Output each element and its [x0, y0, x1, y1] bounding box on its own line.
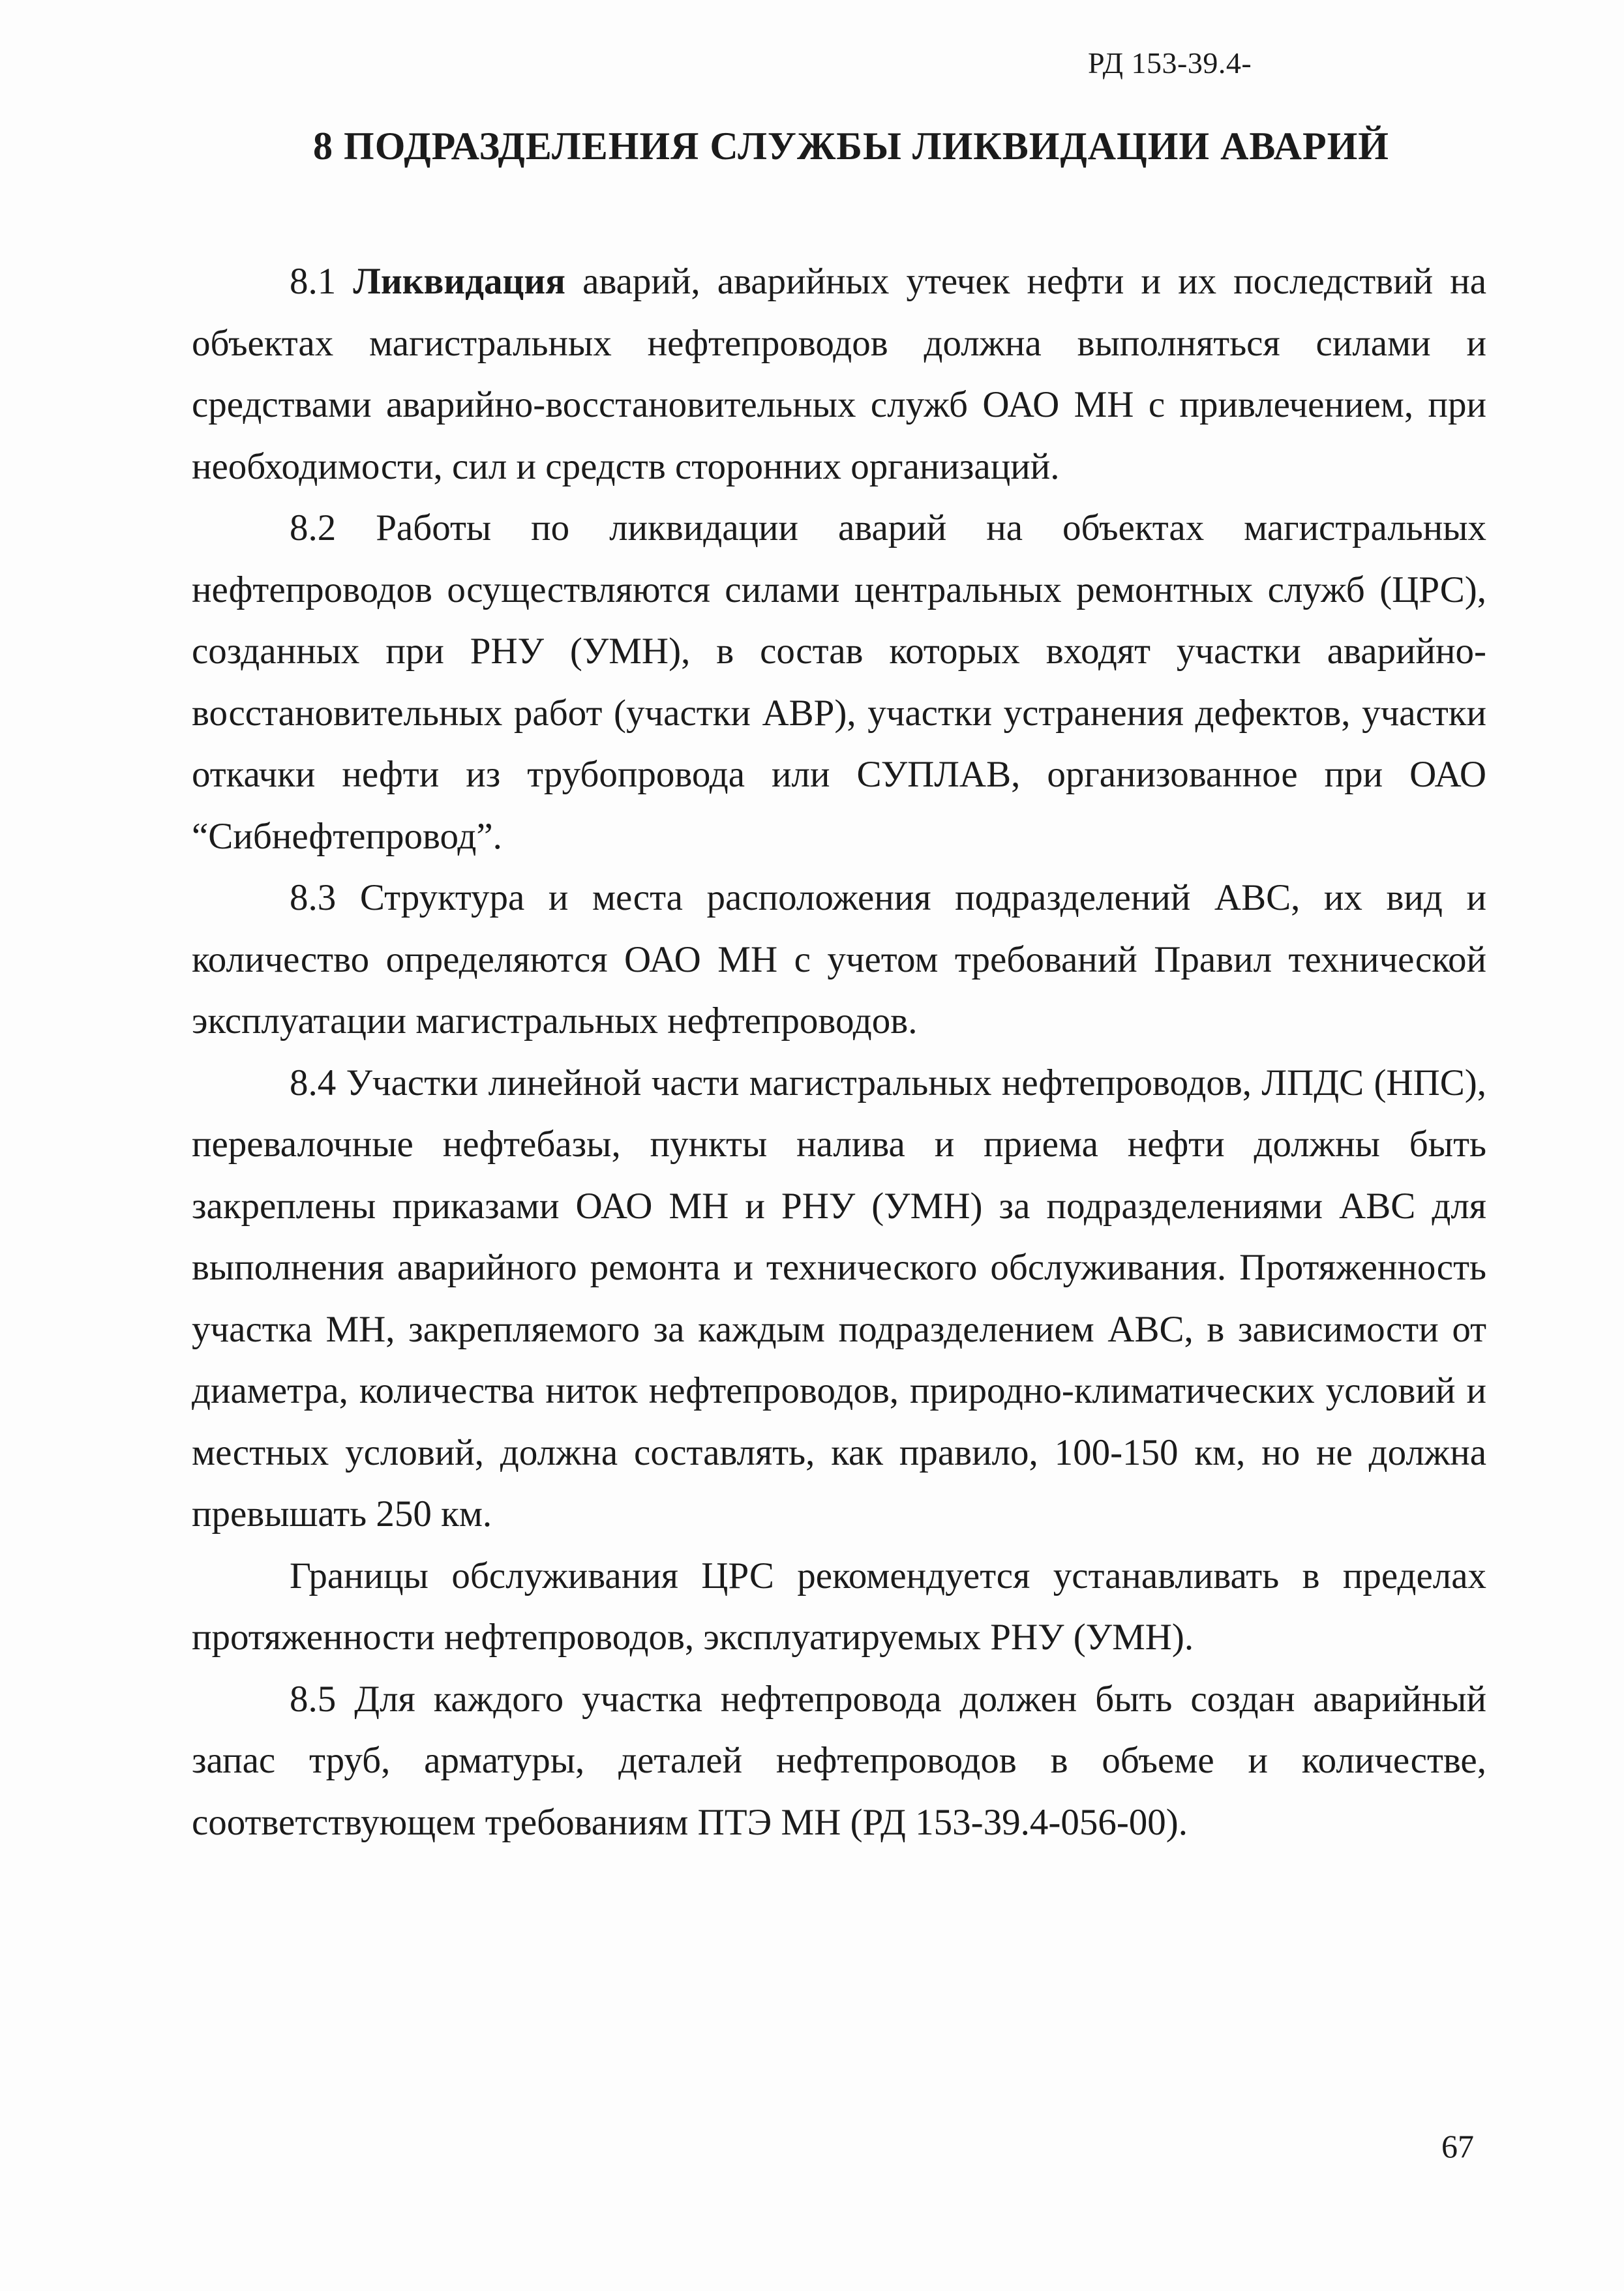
paragraph-8-4: 8.4 Участки линейной части магистральных нефтепроводов, ЛПДС (НПС), перевалочные нефтебазы, пункты налива и приема нефти должны быть закреплены приказами ОАО МН и РНУ (УМН) за подразделениями АВС для выполнения аварийного ремонта и технического обслуживания. Протяженность участка МН, закрепляемого за каждым подразделением АВС, в зависимости от диаметра, количества ниток нефтепроводов, природно-климатических условий и местных условий, должна составлять, как правило, 100-150 км, но не должна превышать 250 км. — [192, 1062, 1486, 1535]
section-title: 8 ПОДРАЗДЕЛЕНИЯ СЛУЖБЫ ЛИКВИДАЦИИ АВАРИЙ — [313, 125, 1389, 168]
paragraph-8-4-boundaries: Границы обслуживания ЦРС рекомендуется устанавливать в пределах протяженности нефтепроводов, эксплуатируемых РНУ (УМН). — [192, 1555, 1486, 1658]
document-body — [192, 251, 1486, 1853]
paragraph-8-1 — [192, 251, 1486, 498]
document-code: РД 153-39.4- — [1088, 46, 1252, 80]
paragraph-number: 8.1 — [290, 261, 337, 302]
paragraph-8-3: 8.3 Структура и места расположения подразделений АВС, их вид и количество определяются ОАО МН с учетом требований Правил технической эксплуатации магистральных нефтепроводов. — [192, 877, 1486, 1041]
paragraph-text: аварий, аварийных утечек нефти и их последствий на объектах магистральных нефтепроводов должна выполняться силами и средствами аварийно-восстановительных служб ОАО МН с привлечением, при необходимости, сил и средств сторонних организаций. — [192, 261, 1487, 487]
page-number: 67 — [1441, 2128, 1474, 2164]
paragraph-8-5: 8.5 Для каждого участка нефтепровода должен быть создан аварийный запас труб, арматуры, деталей нефтепроводов в объеме и количестве, соответствующем требованиям ПТЭ МН (РД 153-39.4-056-00). — [192, 1678, 1486, 1843]
paragraph-8-2: 8.2 Работы по ликвидации аварий на объектах магистральных нефтепроводов осуществляются силами центральных ремонтных служб (ЦРС), созданных при РНУ (УМН), в состав которых входят участки аварийно-восстановительных работ (участки АВР), участки устранения дефектов, участки откачки нефти из трубопровода или СУПЛАВ, организованное при ОАО “Сибнефтепровод”. — [192, 507, 1486, 857]
bold-term: Ликвидация — [353, 261, 566, 302]
